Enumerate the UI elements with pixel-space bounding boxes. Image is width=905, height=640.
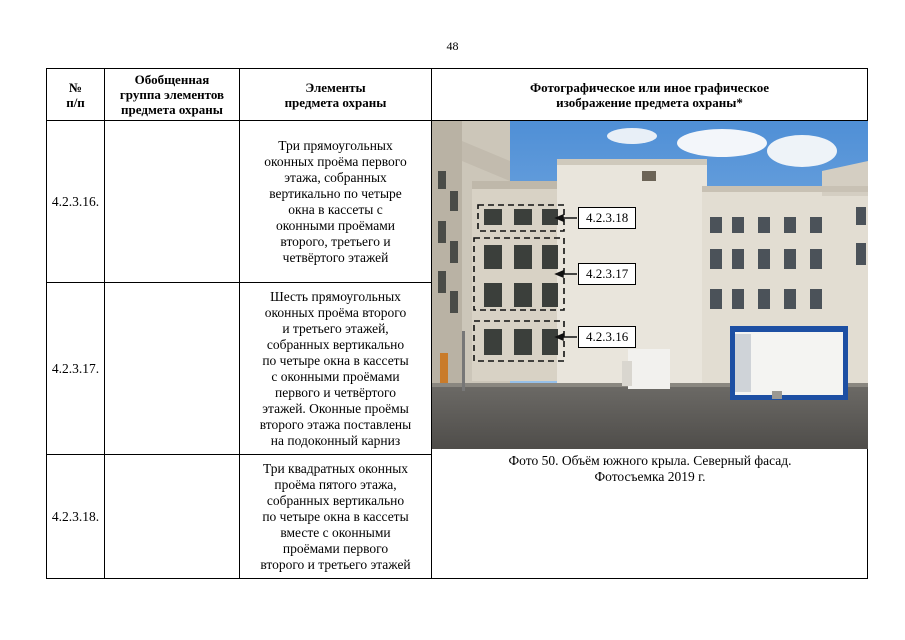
row-elements: Три прямоугольных оконных проёма первого этажа, собранных вертикально по четыре окна в кассеты с оконными проёмами второго, третьего и четвёртого этажей: [264, 137, 407, 265]
row-number: 4.2.3.17.: [51, 360, 100, 376]
heritage-table: [46, 68, 868, 579]
row-elements: Шесть прямоугольных оконных проёма второго и третьего этажей, собранных вертикально по четыре окна в кассеты с оконными проёмами первого и четвёртого этажей. Оконные проёмы второго этажа поставлены на подоконный карниз: [259, 288, 412, 448]
row-elements: Три квадратных оконных проёма пятого этажа, собранных вертикально по четыре окна в кассеты вместе с оконными проёмами первого второго и третьего этажей: [260, 460, 411, 572]
row-group: [105, 283, 239, 454]
row-group: [105, 121, 239, 282]
header-elements: Элементы предмета охраны: [284, 79, 387, 110]
page-number: 48: [446, 39, 459, 53]
photo-caption: Фото 50. Объём южного крыла. Северный фасад. Фотосъемка 2019 г.: [508, 453, 792, 484]
header-image: Фотографическое или иное графическое изображение предмета охраны*: [530, 79, 769, 110]
photo-label-4-2-3-18: 4.2.3.18: [578, 207, 636, 229]
photo-label-4-2-3-17: 4.2.3.17: [578, 263, 636, 285]
row-number: 4.2.3.18.: [51, 508, 100, 524]
building-photo: [432, 121, 868, 449]
row-group: [105, 455, 239, 578]
row-number: 4.2.3.16.: [51, 193, 100, 209]
photo-label-4-2-3-16: 4.2.3.16: [578, 326, 636, 348]
header-number: № п/п: [66, 79, 85, 110]
header-group: Обобщенная группа элементов предмета охраны: [119, 72, 225, 117]
